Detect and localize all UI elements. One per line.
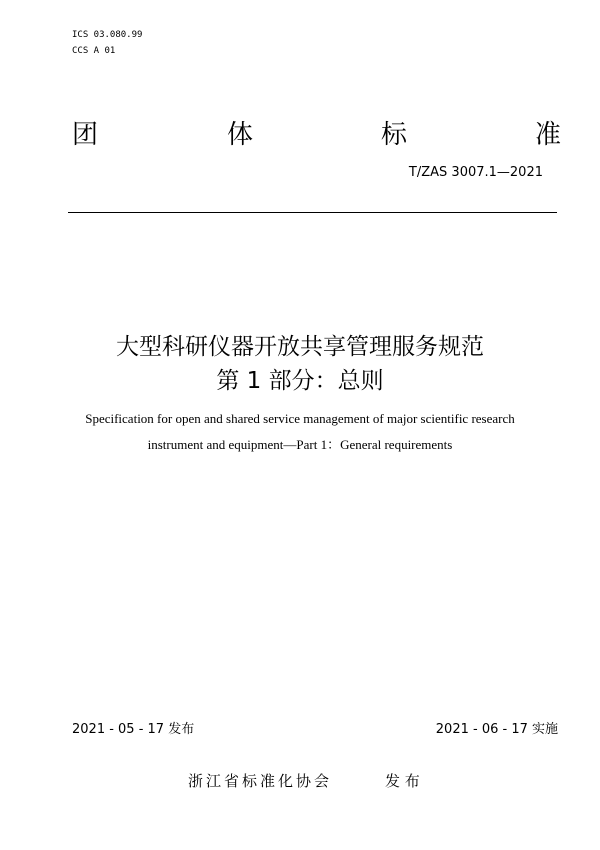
standard-type-char: 标: [381, 120, 408, 150]
standard-type-char: 体: [227, 120, 254, 150]
publish-date: 2021 - 05 - 17 发布: [72, 722, 195, 737]
divider: [68, 212, 557, 213]
standard-type-char: 准: [535, 120, 562, 150]
publish-label: 发 布: [385, 772, 420, 790]
title-cn-line2: 第 1 部分：总则: [216, 368, 384, 394]
standard-number: T/ZAS 3007.1—2021: [408, 165, 543, 180]
publisher: 浙江省标准化协会: [188, 772, 333, 790]
title-en-line1: Specification for open and shared service management of major scientific research: [85, 411, 515, 426]
standard-type-char: 团: [72, 120, 99, 150]
ccs-code: CCS A 01: [72, 46, 116, 56]
ics-code: ICS 03.080.99: [72, 30, 143, 40]
title-en-line2: instrument and equipment—Part 1：General requirements: [147, 437, 453, 452]
implement-date: 2021 - 06 - 17 实施: [435, 722, 558, 737]
title-cn-line1: 大型科研仪器开放共享管理服务规范: [116, 334, 484, 360]
